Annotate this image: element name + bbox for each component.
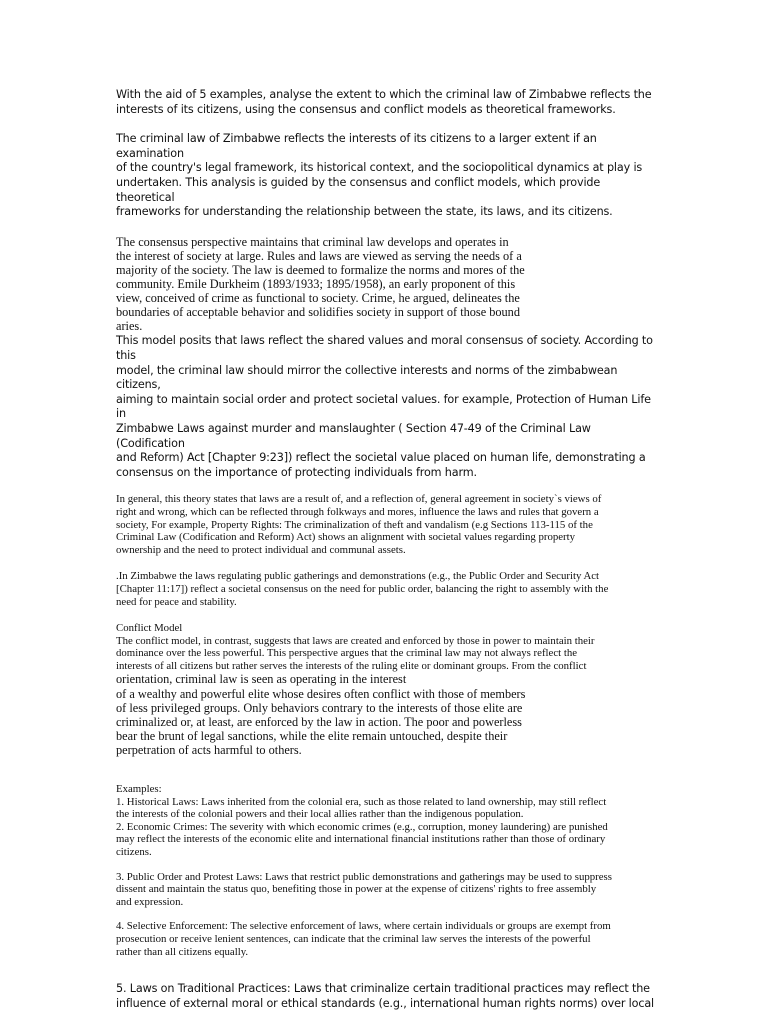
conflict-model-heading: Conflict Model (116, 622, 183, 635)
examples-heading: Examples: (116, 783, 162, 796)
general-theory-paragraph: In general, this theory states that laws are a result of, and a reflection of, general agreement in society`s views of right and wrong, which can be reflected through folkways and mores, influence the laws and rules that govern a society, For example, Property Rights: The criminalization of theft and vandalism (e.g Sections 113-115 of the Criminal Law (Codification and Reform) Act) shows an alignment with societal values regarding property ownership and the need to protect individual and communal assets. (116, 493, 602, 556)
document-page (116, 88, 656, 1011)
conflict-quote-paragraph: orientation, criminal law is seen as operating in the interest of a wealthy and powerful elite whose desires often conflict with those of members of less privileged groups. Only behaviors contrary to the interests of those elite are criminalized or, at least, are enforced by the law in action. The poor and powerless bear the brunt of legal sanctions, while the elite remain untouched, despite their perpetration of acts harmful to others. (116, 672, 526, 757)
conflict-model-paragraph: The conflict model, in contrast, suggests that laws are created and enforced by those in power to maintain their dominance over the less powerful. This perspective argues that the criminal law may not always reflect the interests of all citizens but rather serves the interests of the ruling elite or dominant groups. From the conflict (116, 634, 595, 672)
public-gatherings-paragraph: .In Zimbabwe the laws regulating public gatherings and demonstrations (e.g., the Public Order and Security Act [Chapter 11:17]) reflect a societal consensus on the need for public order, balancing the right to assembly with the need for peace and stability. (116, 570, 609, 608)
consensus-quote-paragraph: The consensus perspective maintains that criminal law develops and operates in the interest of society at large. Rules and laws are viewed as serving the needs of a majority of the society. The law is deemed to formalize the norms and mores of the community. Emile Durkheim (1893/1933; 1895/1958), an early proponent of this view, conceived of crime as functional to society. Crime, he argued, delineates the boundaries of acceptable behavior and solidifies society in support of those bound aries. (116, 234, 525, 334)
example-4: 4. Selective Enforcement: The selective enforcement of laws, where certain individuals or groups are exempt from prosecution or receive lenient sentences, can indicate that the criminal law serves the interests of the powerful rather than all citizens equally. (116, 920, 611, 958)
example-5: 5. Laws on Traditional Practices: Laws that criminalize certain traditional practices may reflect the influence of external moral or ethical standards (e.g., international human rights norms) over local (116, 982, 654, 1010)
intro-paragraph: The criminal law of Zimbabwe reflects the interests of its citizens to a larger extent if an examination of the country's legal framework, its historical context, and the sociopolitical dynamics at play is undertaken. This analysis is guided by the consensus and conflict models, which provide theoretical frameworks for understanding the relationship between the state, its laws, and its citizens. (116, 132, 643, 219)
essay-question: With the aid of 5 examples, analyse the extent to which the criminal law of Zimbabwe reflects the interests of its citizens, using the consensus and conflict models as theoretical frameworks. (116, 88, 652, 116)
example-2: 2. Economic Crimes: The severity with which economic crimes (e.g., corruption, money laundering) are punished may reflect the interests of the economic elite and international financial institutions rather than those of ordinary citizens. (116, 820, 608, 858)
example-3: 3. Public Order and Protest Laws: Laws that restrict public demonstrations and gatherings may be used to suppress dissent and maintain the status quo, benefiting those in power at the expense of citizens' rights to free assembly and expression. (116, 870, 612, 908)
consensus-model-paragraph: This model posits that laws reflect the shared values and moral consensus of society. According to this model, the criminal law should mirror the collective interests and norms of the zimbabwean citizens, aiming to maintain social order and protect societal values. for example, Protection of Human Life in Zimbabwe Laws against murder and manslaughter ( Section 47-49 of the Criminal Law (Codification and Reform) Act [Chapter 9:23]) reflect the societal value placed on human life, demonstrating a consensus on the importance of protecting individuals from harm. (116, 334, 653, 479)
example-1: 1. Historical Laws: Laws inherited from the colonial era, such as those related to land ownership, may still reflect the interests of the colonial powers and their local allies rather than the indigenous population. (116, 795, 607, 821)
